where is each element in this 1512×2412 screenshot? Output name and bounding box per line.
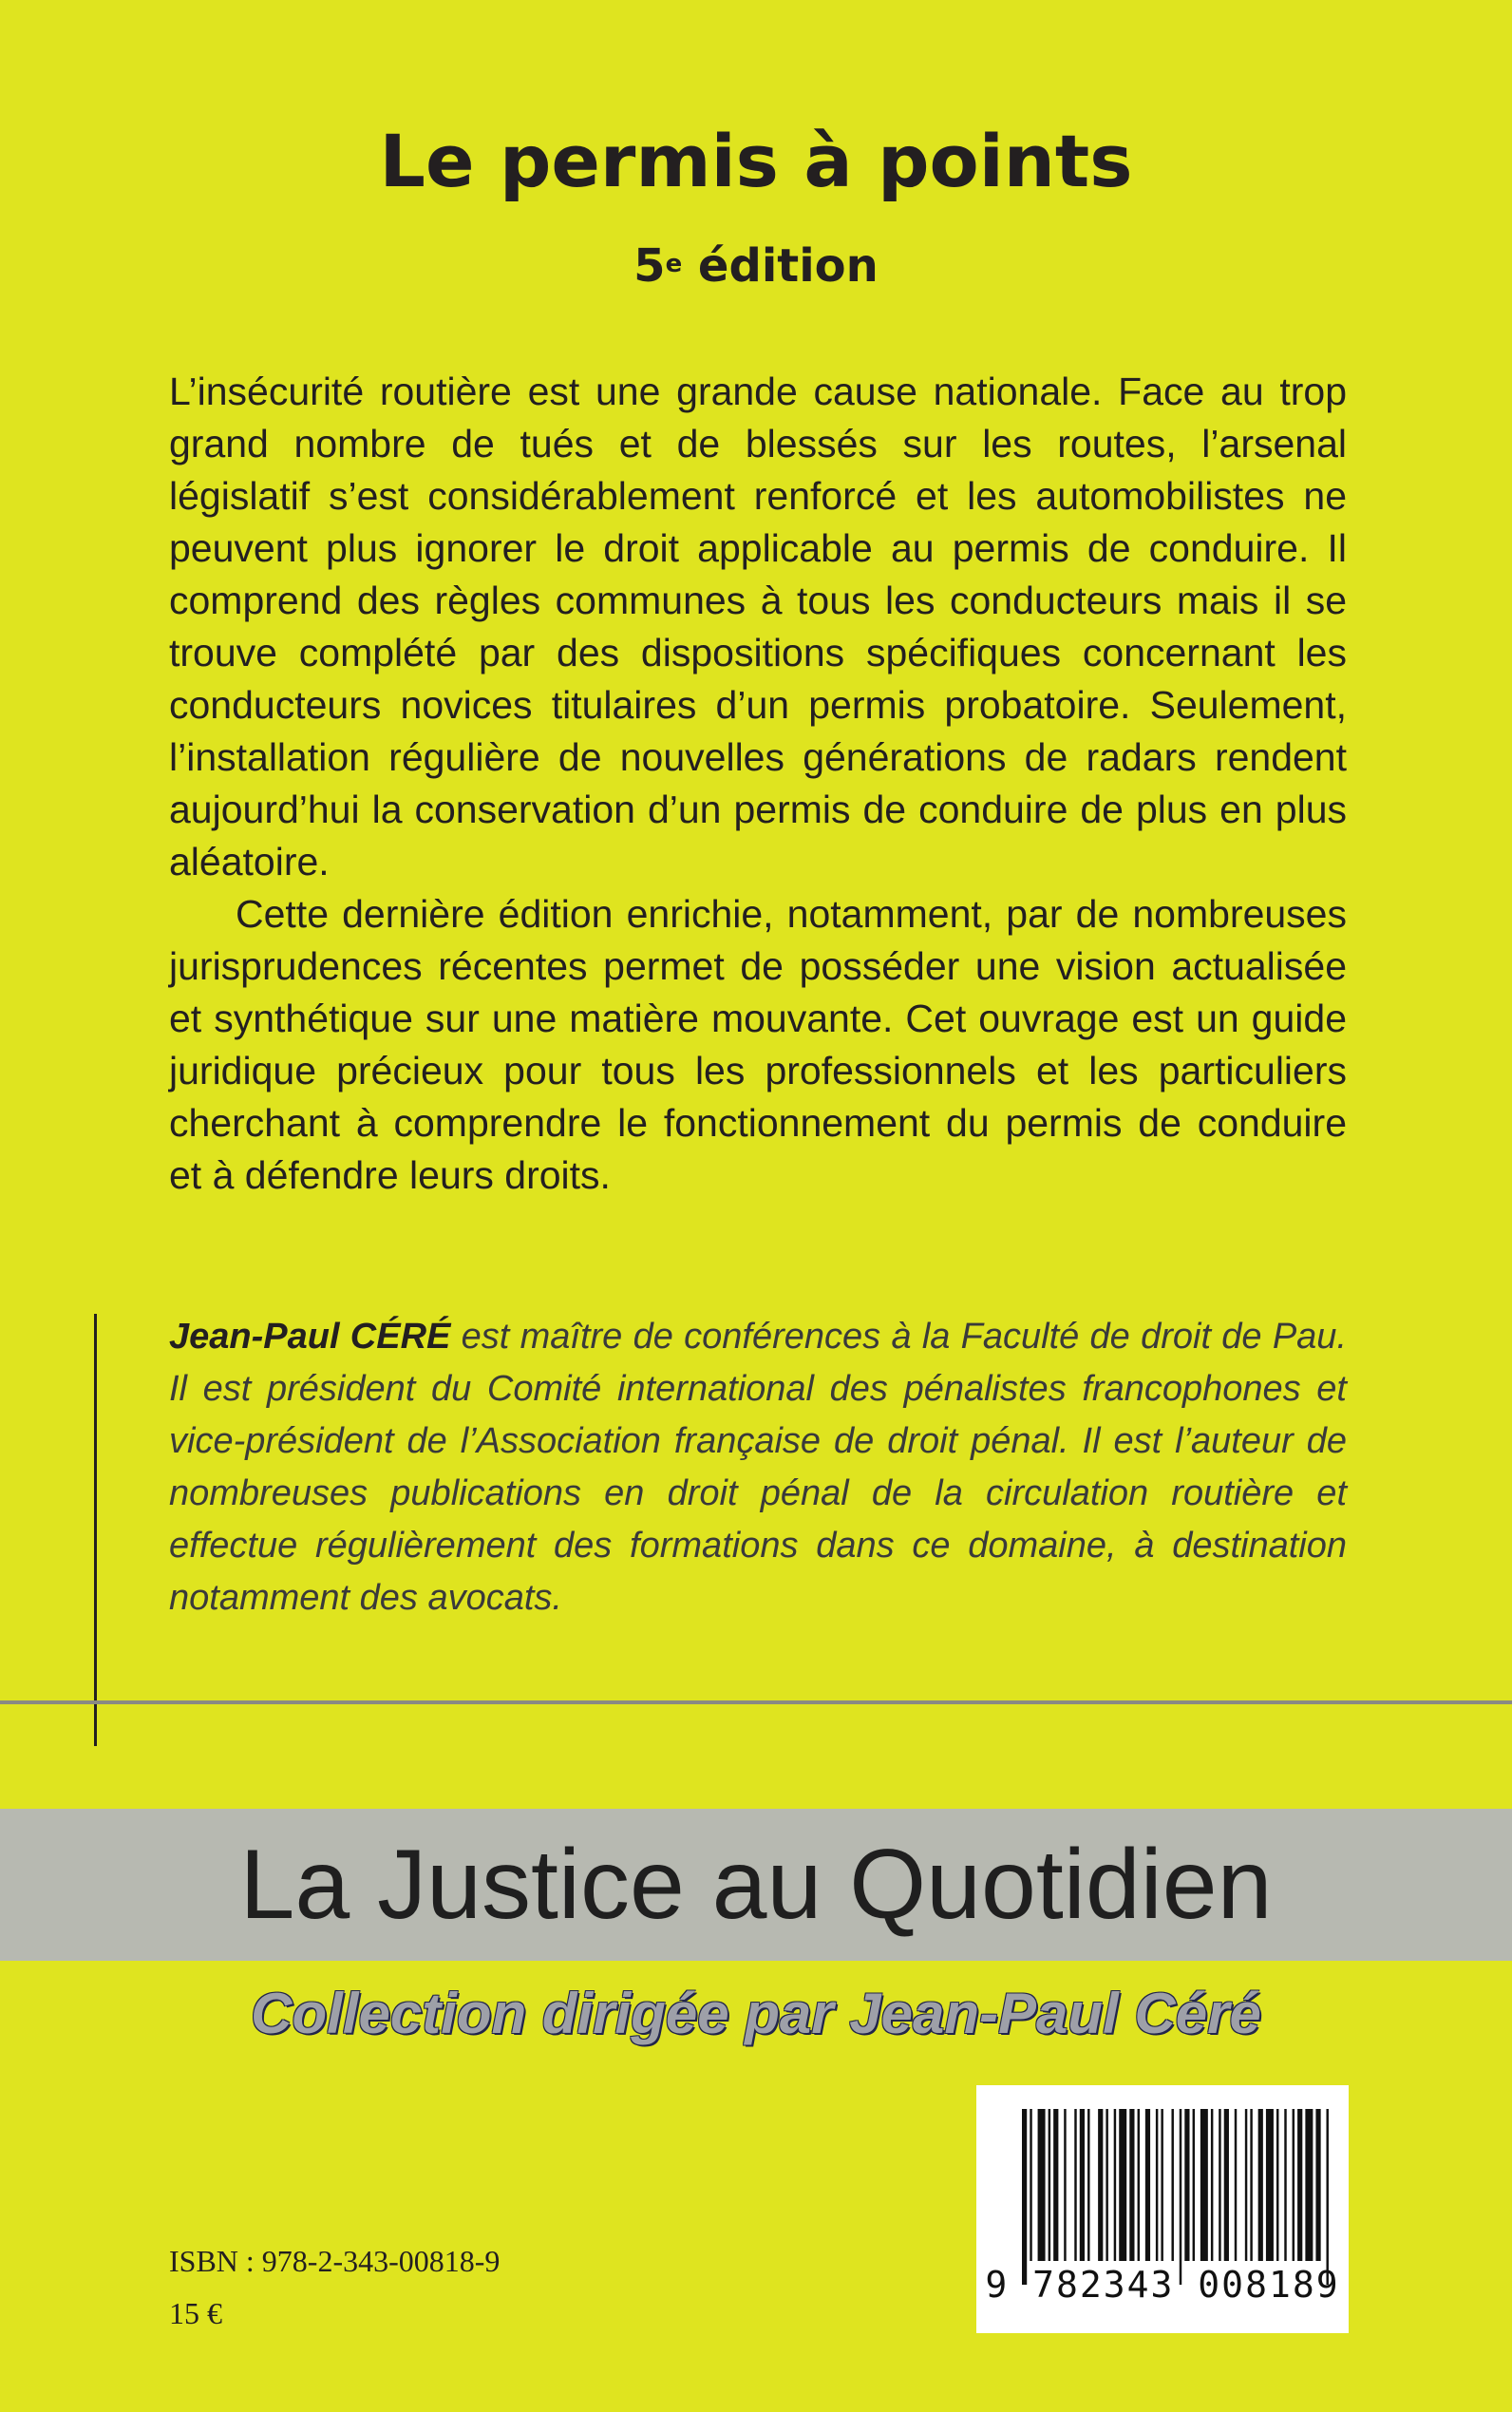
barcode-bar xyxy=(1219,2109,1220,2261)
book-blurb xyxy=(169,366,1347,1202)
barcode-bar xyxy=(1211,2109,1213,2261)
barcode-bar xyxy=(1106,2109,1107,2261)
barcode-bar xyxy=(1114,2109,1116,2261)
barcode-bar xyxy=(1138,2109,1140,2261)
barcode xyxy=(976,2085,1349,2333)
edition-label xyxy=(0,236,1512,304)
barcode-bar xyxy=(1064,2109,1066,2261)
author-name: Jean-Paul CÉRÉ xyxy=(169,1317,451,1357)
barcode-bar xyxy=(1030,2109,1031,2261)
barcode-bar xyxy=(1245,2109,1247,2261)
barcode-bar xyxy=(1074,2109,1076,2261)
barcode-bar xyxy=(1098,2109,1103,2261)
blurb-paragraph: Cette dernière édition enrichie, notamment, par de nombreuses jurisprudences récentes permet de posséder une vision actualisée et synthétique sur une matière mouvante. Cet ouvrage est un guide juridique précieux pour tous les professionnels et les particuliers cherchant à comprendre le fonctionnement du permis de conduire et à défendre leurs droits. xyxy=(169,892,1347,1197)
barcode-bar xyxy=(1053,2109,1058,2261)
barcode-bar xyxy=(1235,2109,1237,2261)
author-bio-text: est maître de conférences à la Faculté de droit de Pau. Il est président du Comité international des pénalistes francophones et vice-président de l’Association française de droit pénal. Il est l’auteur de nombreuses publications en droit pénal de la circulation routière et effectue régulièrement des formations dans ce domaine, à destination notamment des avocats. xyxy=(169,1317,1348,1618)
barcode-bar xyxy=(1224,2109,1229,2261)
barcode-bars xyxy=(1022,2109,1332,2285)
barcode-bar xyxy=(1315,2109,1320,2261)
barcode-bar xyxy=(1258,2109,1263,2261)
barcode-bar xyxy=(1049,2109,1050,2261)
barcode-bar xyxy=(1171,2109,1173,2261)
barcode-bar xyxy=(1145,2109,1150,2261)
barcode-bar xyxy=(1276,2109,1278,2261)
blurb-paragraph: L’insécurité routière est une grande cause nationale. Face au trop grand nombre de tués et de blessés sur les routes, l’arsenal législatif s’est considérablement renforcé et les automobilistes ne peuvent plus ignorer le droit applicable au permis de conduire. Il comprend des règles communes à tous les conducteurs mais il se trouve complété par des dispositions spécifiques concernant les conducteurs novices titulaires d’un permis probatoire. Seulement, l’installation régulière de nouvelles générations de radars rendent aujourd’hui la conservation d’un permis de conduire de plus en plus aléatoire. xyxy=(169,370,1347,883)
barcode-bar xyxy=(1326,2109,1328,2285)
barcode-bar xyxy=(1293,2109,1295,2261)
barcode-bar xyxy=(1129,2109,1134,2261)
price: 15 € xyxy=(169,2296,222,2330)
collection-director: Collection dirigée par Jean-Paul Céré xyxy=(251,1982,1261,2045)
barcode-bar xyxy=(1156,2109,1158,2261)
barcode-bar xyxy=(1087,2109,1089,2261)
author-bio xyxy=(169,1311,1347,1624)
edition-word: édition xyxy=(682,239,879,293)
barcode-bar xyxy=(1080,2109,1085,2261)
barcode-bar xyxy=(1038,2109,1046,2261)
barcode-bar xyxy=(1022,2109,1027,2285)
bio-horizontal-rule xyxy=(0,1700,1512,1704)
barcode-bar xyxy=(1119,2109,1126,2261)
barcode-bar xyxy=(1250,2109,1252,2261)
barcode-bar xyxy=(1161,2109,1162,2261)
barcode-bar xyxy=(1284,2109,1286,2261)
isbn: ISBN : 978-2-343-00818-9 xyxy=(169,2244,501,2278)
barcode-digits: 9 782343 008189 xyxy=(985,2264,1340,2306)
edition-suffix: e xyxy=(665,250,683,278)
bio-vertical-rule xyxy=(94,1314,97,1746)
barcode-bar xyxy=(1184,2109,1189,2261)
barcode-bar xyxy=(1297,2109,1302,2261)
edition-number: 5 xyxy=(633,239,666,293)
barcode-bar xyxy=(1305,2109,1313,2261)
barcode-bar xyxy=(1180,2109,1181,2285)
book-title: Le permis à points xyxy=(379,119,1133,203)
barcode-bar xyxy=(1193,2109,1195,2261)
barcode-bar xyxy=(1266,2109,1274,2261)
barcode-bar xyxy=(1200,2109,1208,2261)
collection-name: La Justice au Quotidien xyxy=(239,1830,1273,1940)
